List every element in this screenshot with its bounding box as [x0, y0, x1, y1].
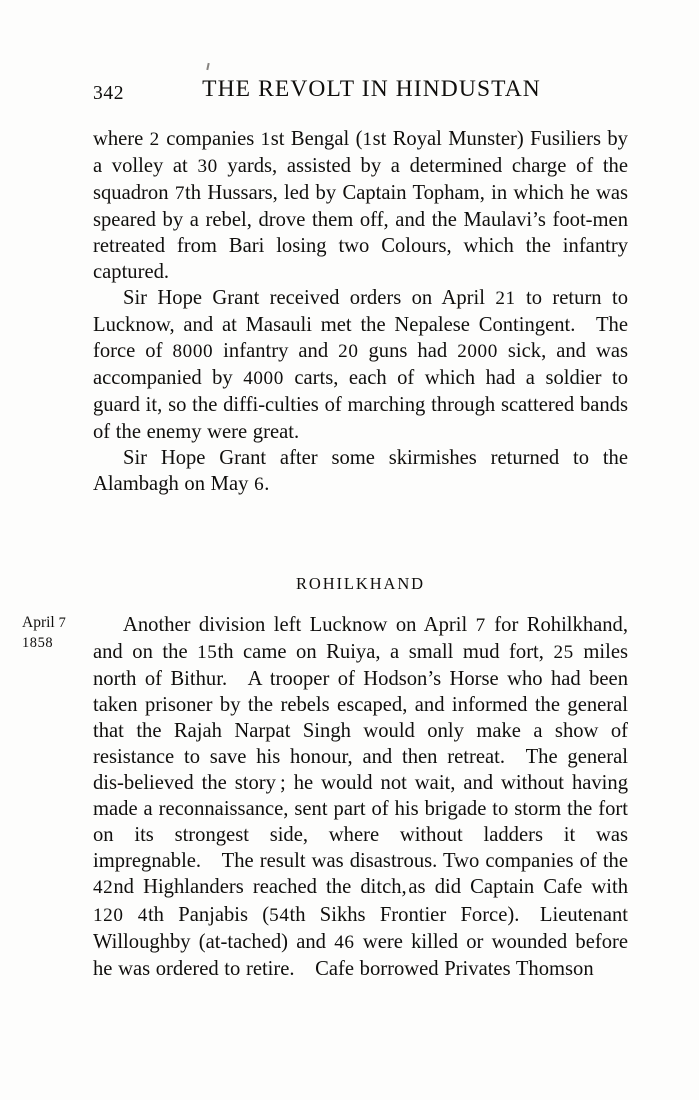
margin-note-line-2: 1858 [22, 635, 54, 651]
page-number: 342 [93, 83, 125, 104]
paragraph: Sir Hope Grant received orders on April 21 to return to Lucknow, and at Masauli met the Nepalese Contingent. The force of 8000 infantry and 20 guns had 2000 sick, and was accompanied by 4000 carts, each of which had a soldier to guard it, so the diffi-culties of marching through scattered bands of the enemy were great. [93, 287, 629, 443]
paragraph: Another division left Lucknow on April 7 for Rohilkhand, and on the 15th came on Ruiya, a small mud fort, 25 miles north of Bithur. A trooper of Hodson’s Horse who had been taken prisoner by the rebels escaped, and informed the general that the Rajah Narpat Singh would only make a show of resistance to save his honour, and then retreat. The general dis-believed the story ; he would not wait, and without having made a reconnaissance, sent part of his brigade to storm the fort on its strongest side, where without ladders it was impregnable. The result was disastrous. Two companies of the 42nd Highlanders reached the ditch, as did Captain Cafe with 120 4th Panjabis (54th Sikhs Frontier Force). Lieutenant Willoughby (at-tached) and 46 were killed or wounded before he was ordered to retire. Cafe borrowed Privates Thomson [93, 614, 628, 980]
marginal-date-note [22, 613, 94, 653]
body-text-lower [93, 612, 628, 982]
body-text-upper [93, 126, 628, 498]
section-heading: ROHILKHAND [296, 574, 425, 593]
margin-note-line-1: April 7 [22, 614, 67, 631]
running-head-title: THE REVOLT IN HINDUSTAN [202, 76, 541, 102]
paragraph: Sir Hope Grant after some skirmishes returned to the Alambagh on May 6. [93, 446, 628, 495]
ink-speck [206, 63, 209, 70]
paragraph: where 2 companies 1st Bengal (1st Royal Munster) Fusiliers by a volley at 30 yards, assisted by a determined charge of the squadron 7th Hussars, led by Captain Topham, in which he was speared by a rebel, drove them off, and the Maulavi’s foot-men retreated from Bari losing two Colours, which the infantry captured. [93, 128, 628, 284]
running-head [93, 76, 628, 106]
